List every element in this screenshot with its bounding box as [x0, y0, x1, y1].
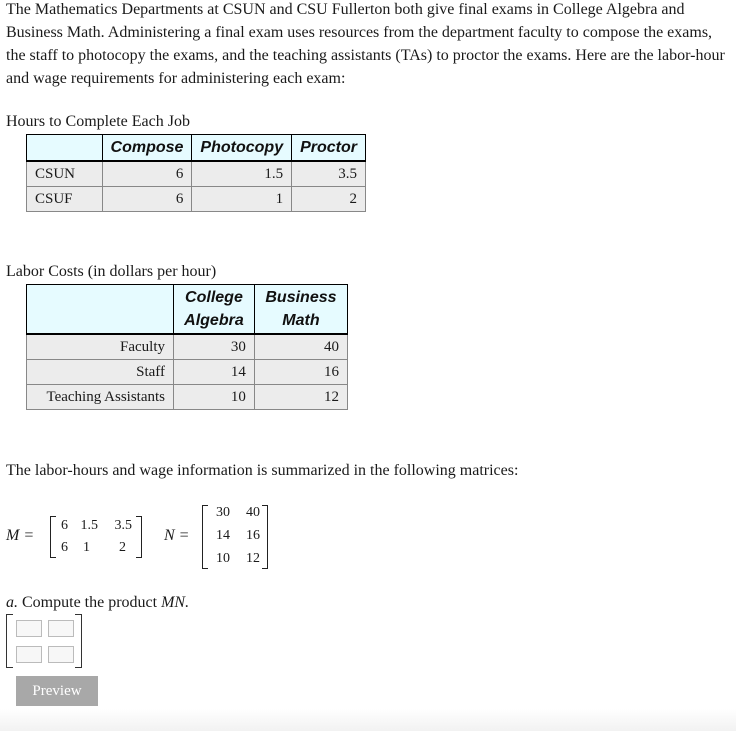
table-cell: 1 [192, 187, 292, 212]
row-label: Staff [27, 360, 174, 385]
matrix-cell: 14 [216, 528, 230, 543]
table-cell: 10 [174, 385, 255, 410]
table-row [27, 360, 348, 385]
row-label: Faculty [27, 334, 174, 360]
header-line: Algebra [184, 312, 244, 329]
table-cell: 6 [102, 161, 192, 187]
table-cell: 2 [292, 187, 366, 212]
labor-header-business-math [254, 285, 347, 335]
matrix-cell: 2 [119, 540, 126, 555]
table-cell: 1.5 [192, 161, 292, 187]
matrix-m [50, 516, 142, 558]
hours-table [26, 134, 366, 212]
matrix-cell: 40 [246, 505, 260, 520]
table-cell: 14 [174, 360, 255, 385]
labor-header-blank [27, 285, 174, 335]
answer-input-r2c1[interactable] [16, 646, 42, 663]
table-row [27, 334, 348, 360]
matrix-cell: 30 [216, 505, 230, 520]
hours-header-photocopy: Photocopy [192, 135, 292, 162]
table-row [27, 187, 366, 212]
question-text [6, 594, 189, 612]
table-cell: 3.5 [292, 161, 366, 187]
matrix-cell: 16 [246, 528, 260, 543]
matrix-n-label: N = [164, 527, 190, 544]
table-cell: 16 [254, 360, 347, 385]
table-cell: 40 [254, 334, 347, 360]
answer-input-r1c2[interactable] [48, 620, 74, 637]
row-label: CSUF [27, 187, 103, 212]
matrix-cell: 6 [61, 540, 68, 555]
hours-header-proctor: Proctor [292, 135, 366, 162]
matrix-cell: 10 [216, 551, 230, 566]
table-row [27, 161, 366, 187]
matrix-cell: 12 [246, 551, 260, 566]
matrix-cell: 6 [61, 518, 68, 533]
labor-header-college-algebra [174, 285, 255, 335]
matrix-m-label: M = [6, 527, 35, 544]
matrix-cell: 1.5 [80, 518, 98, 533]
bracket-right [136, 516, 142, 558]
table-row [27, 385, 348, 410]
labor-table-caption: Labor Costs (in dollars per hour) [6, 263, 217, 280]
problem-intro: The Mathematics Departments at CSUN and CSU Fullerton both give final exams in College Algebra and Business Math. Administering a final exam uses resources from the department faculty to compose the exams, the staff to photocopy the exams, and the teaching assistants (TAs) to proctor the exams. Here are the labor-hour and wage requirements for administering each exam: [6, 1, 725, 87]
question-body: Compute the product [22, 594, 158, 611]
labor-table [26, 284, 348, 410]
header-line: Math [282, 312, 320, 329]
row-label: CSUN [27, 161, 103, 187]
question-prefix: a. [6, 594, 18, 611]
row-label: Teaching Assistants [27, 385, 174, 410]
page-footer [0, 709, 736, 731]
matrix-cell: 1 [83, 540, 90, 555]
bracket-right [75, 614, 82, 668]
header-line: Business [265, 289, 337, 306]
question-expression: MN. [161, 594, 190, 611]
matrix-cell: 3.5 [114, 518, 132, 533]
matrix-n [202, 505, 268, 569]
preview-button[interactable]: Preview [16, 676, 98, 706]
hours-header-compose: Compose [102, 135, 192, 162]
answer-input-r1c1[interactable] [16, 620, 42, 637]
bracket-right [262, 505, 268, 569]
table-cell: 30 [174, 334, 255, 360]
hours-header-blank [27, 135, 103, 162]
bracket-left [6, 614, 13, 668]
answer-input-r2c2[interactable] [48, 646, 74, 663]
summary-text: The labor-hours and wage information is summarized in the following matrices: [6, 462, 519, 479]
answer-matrix [6, 614, 82, 668]
header-line: College [185, 289, 243, 306]
table-cell: 12 [254, 385, 347, 410]
hours-table-caption: Hours to Complete Each Job [6, 113, 190, 130]
table-cell: 6 [102, 187, 192, 212]
